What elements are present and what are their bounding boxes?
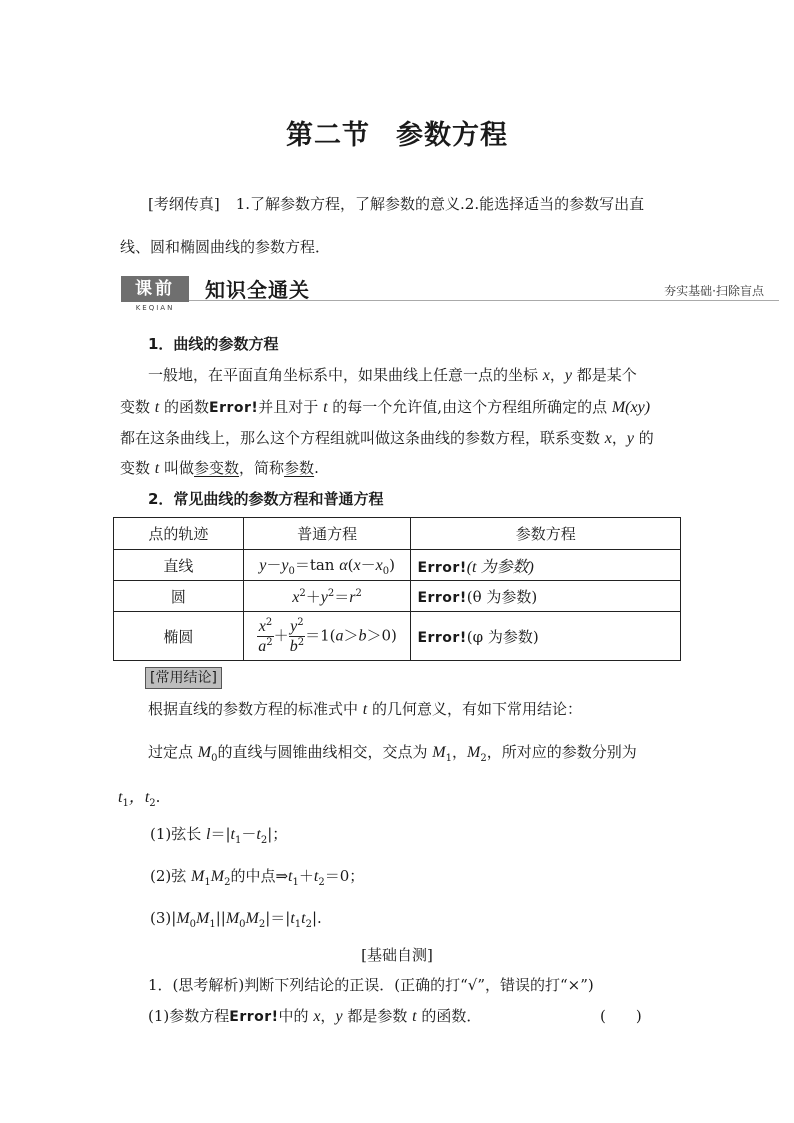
conclusion-item-2: (2)弦 $M_1M_2$的中点$\Rightarrow t_1+t_2=0$；: [150, 867, 365, 888]
conclusion-item-1: (1)弦长 $l=|t_1-t_2|$；: [150, 825, 288, 846]
section-2-heading: 2．常见曲线的参数方程和普通方程: [148, 490, 384, 508]
syllabus-line-2: [120, 236, 330, 257]
ordinary-equation-cell: $x^2+y^2=r^2$: [243, 581, 411, 612]
parametric-equation-cell: Error!(φ 为参数): [411, 612, 681, 661]
error-placeholder: Error!: [229, 1009, 279, 1025]
parametric-equation-cell: Error!(θ 为参数): [411, 581, 681, 612]
syllabus-text-2: 线、圆和椭圆曲线的参数方程．: [120, 238, 331, 256]
term-parameter: 参数: [284, 459, 315, 477]
ordinary-equation-cell: $\frac{x^2}{a^2}$ ＋ $\frac{y^2}{b^2}$ ＝1(a＞b＞0): [243, 612, 411, 661]
table-header-cell: 点的轨迹: [114, 518, 244, 550]
section-1-para-line-4: 变数 t 叫做参变数，简称参数.: [120, 459, 319, 477]
ordinary-equation-cell: $y-y_0=\tan$ $\alpha(x-x_0)$: [243, 550, 411, 581]
answer-bracket[interactable]: ( ): [600, 1007, 642, 1025]
table-row: [114, 612, 681, 661]
banner-tag-pinyin: KEQIAN: [135, 304, 175, 312]
banner-title: 知识全通关: [205, 278, 310, 302]
section-1-heading: 1．曲线的参数方程: [148, 335, 279, 353]
curve-name-cell: 直线: [114, 550, 244, 581]
table-header-row: [114, 518, 681, 550]
question-1: 1．(思考解析)判断下列结论的正误．(正确的打“√”，错误的打“×”): [148, 976, 594, 994]
syllabus-text-1: 1.了解参数方程，了解参数的意义.2.能选择适当的参数写出直: [235, 195, 645, 213]
term-parameter-variable: 参变数: [194, 459, 240, 477]
conclusion-intro: 根据直线的参数方程的标准式中 t 的几何意义，有如下常用结论：: [148, 700, 583, 718]
conclusion-item-3: $(3)|M_0M_1||M_0M_2|=|t_1t_2|$.: [150, 909, 322, 930]
self-test-heading: [基础自测]: [361, 946, 433, 964]
error-placeholder: Error!: [209, 400, 259, 416]
banner-tag: 课前: [121, 276, 189, 302]
syllabus-line-1: [148, 193, 644, 214]
section-1-para-line-2: 变数 t 的函数Error!并且对于 t 的每一个允许值,由这个方程组所确定的点 M(xy): [120, 398, 651, 416]
banner-slogan: 夯实基础·扫除盲点: [664, 284, 764, 298]
section-1-para-line-3: 都在这条曲线上，那么这个方程组就叫做这条曲线的参数方程，联系变数 x，y 的: [120, 429, 654, 447]
table-header-cell: 参数方程: [411, 518, 681, 550]
curve-name-cell: 椭圆: [114, 612, 244, 661]
table-row: [114, 550, 681, 581]
table-row: [114, 581, 681, 612]
table-header-cell: 普通方程: [243, 518, 411, 550]
parametric-equation-cell: Error!(t 为参数): [411, 550, 681, 581]
curve-equation-table: [113, 517, 681, 661]
conclusion-tag: [常用结论]: [145, 667, 222, 689]
title-topic: 参数方程: [396, 120, 508, 151]
question-1-item-1: (1)参数方程Error!中的 x，y 都是参数 t 的函数．: [148, 1007, 482, 1025]
section-1-para-line-1: 一般地，在平面直角坐标系中，如果曲线上任意一点的坐标 x，y 都是某个: [148, 366, 637, 384]
conclusion-para-line-1: 过定点 $M_0$的直线与圆锥曲线相交，交点为 $M_1$，$M_2$，所对应的参数分别为: [148, 743, 637, 764]
title-section-number: 第二节: [286, 120, 370, 151]
syllabus-tag: [考纲传真]: [148, 195, 220, 213]
curve-name-cell: 圆: [114, 581, 244, 612]
conclusion-para-line-2: $t_1$，$t_2$.: [118, 788, 161, 809]
page-title: [0, 113, 794, 152]
